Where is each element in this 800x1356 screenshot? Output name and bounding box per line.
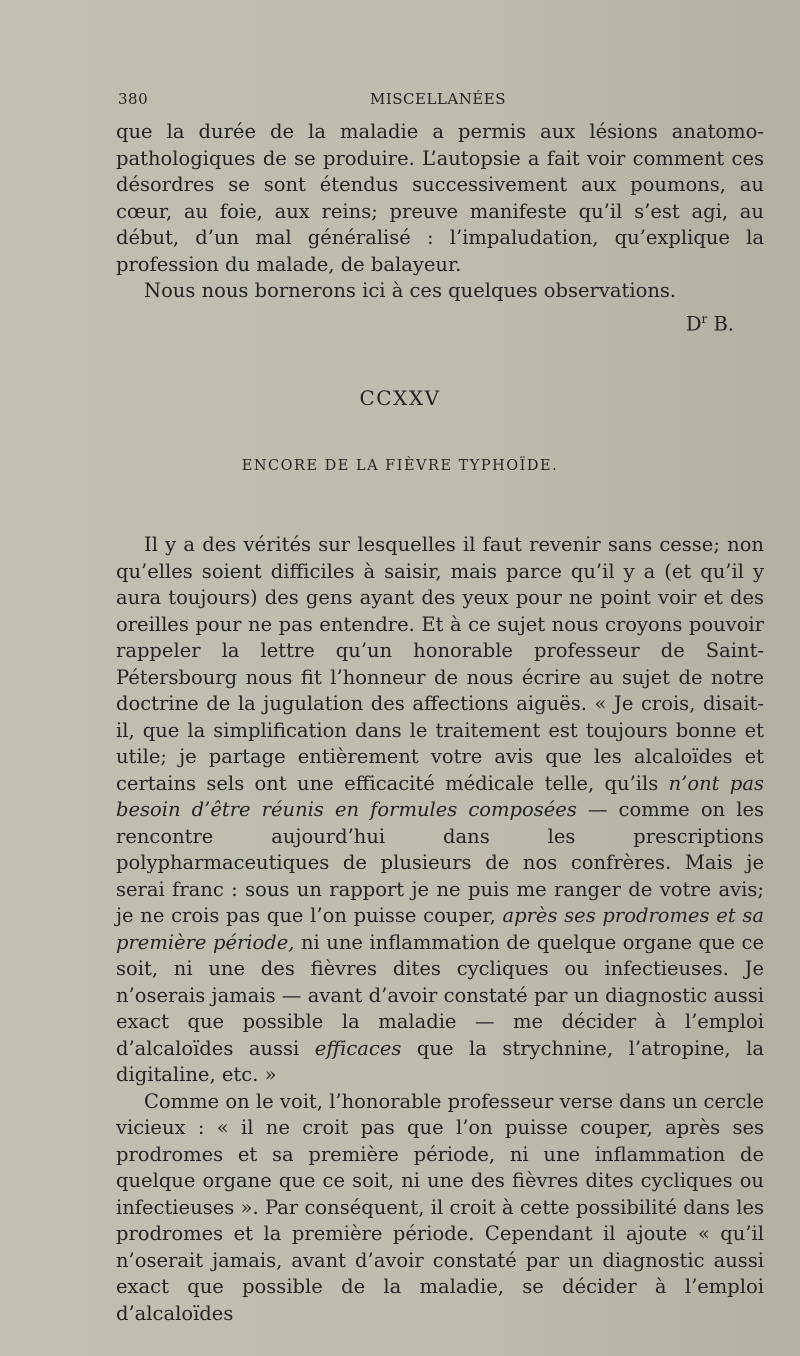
text-run: ni une inflammation de quelque organe que ce soit, ni une des fièvres dites cycliques ou infectieuses. Je n’oserais jamais — avant d’avoir constaté par un diagnostic aussi exact que possible la maladie — me décider à l’emploi d’alcaloïdes aussi xyxy=(116,930,765,1060)
italic-run: après ses prodromes et sa première période, xyxy=(116,904,764,954)
page-number: 380 xyxy=(118,90,149,108)
italic-run: efficaces xyxy=(314,1036,402,1060)
text-run: Il y a des vérités sur lesquelles il faut revenir sans cesse; non qu’elles soient difficiles à saisir, mais parce qu’il y a (et qu’il y aura toujours) des gens ayant des yeux pour ne point voir et des oreilles pour ne pas entendre. Et à ce sujet nous croyons pouvoir rappeler la lettre qu’un honorable professeur de Saint-Pétersbourg nous fit l’honneur de nous écrire au sujet de notre doctrine de la jugulation des affections aiguës. « Je crois, disait-il, que la simplification dans le traitement est toujours bonne et utile; je partage entièrement votre avis que les alcaloïdes et certains sels ont une efficacité médicale telle, qu’ils xyxy=(116,533,764,795)
signature-name: B. xyxy=(707,312,734,335)
paragraph: Comme on le voit, l’honorable professeur verse dans un cercle vicieux : « il ne croit pas que l’on puisse couper, après ses prodromes et sa première période, ni une inflammation de quelque organe que ce soit, ni une des fièvres dites cycliques ou infectieuses ». Par conséquent, il croit à cette possibilité dans les prodromes et la première période. Cependant il ajoute « qu’il n’oserait jamais, avant d’avoir constaté par un diagnostic aussi exact que possible de la maladie, se décider à l’emploi d’alcaloïdes xyxy=(116,1089,764,1325)
paragraph: Nous nous bornerons ici à ces quelques observations. xyxy=(144,279,677,302)
text-run: que la strychnine, l’atropine, la digitaline, etc. » xyxy=(116,1036,764,1086)
article-number: CCXXV xyxy=(359,386,441,410)
article-subtitle: ENCORE DE LA FIÈVRE TYPHOÏDE. xyxy=(241,458,559,474)
running-title: MISCELLANÉES xyxy=(369,90,507,108)
article-body xyxy=(116,532,764,1327)
signature-prefix: D xyxy=(685,312,702,335)
page-header xyxy=(118,90,758,112)
previous-article-end xyxy=(116,119,764,338)
italic-run: n’ont pas besoin d’être réunis en formules composées xyxy=(116,771,764,821)
signature-superscript: r xyxy=(701,311,708,326)
text-run: — comme on les rencontre aujourd’hui dans les prescriptions polypharmaceutiques de plusieurs de nos confrères. Mais je serai franc : sous un rapport je ne puis me ranger de votre avis; je ne crois pas que l’on puisse couper, xyxy=(116,798,764,927)
paragraph: que la durée de la maladie a permis aux lésions anatomo-pathologiques de se produire. L’autopsie a fait voir comment ces désordres se sont étendus successivement aux poumons, au cœur, au foie, aux reins; preuve manifeste qu’il s’est agi, au début, d’un mal généralisé : l’impaludation, qu’explique la profession du malade, de balayeur. xyxy=(116,120,764,276)
signature xyxy=(116,306,764,338)
paragraph xyxy=(116,532,764,1089)
